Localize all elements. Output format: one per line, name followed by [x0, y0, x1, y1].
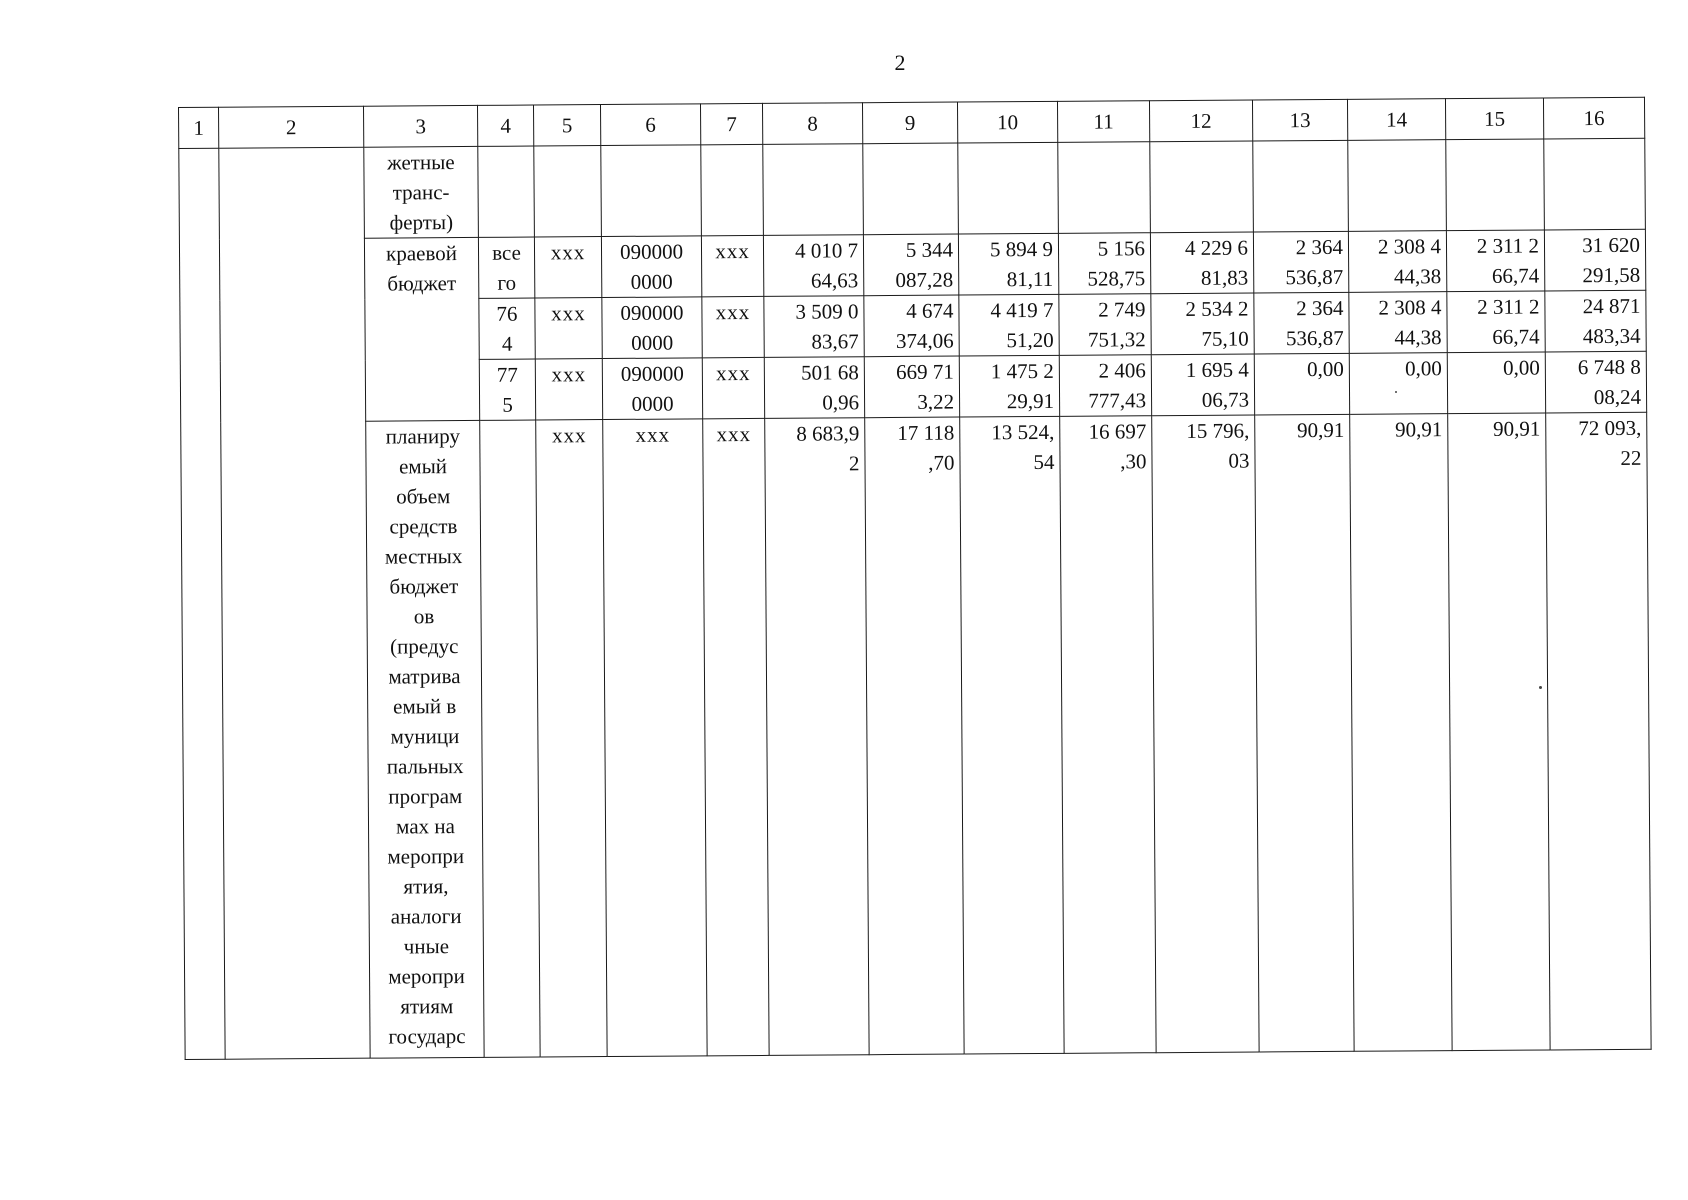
header-cell: 6 — [600, 104, 700, 146]
value-cell: 1 475 2 29,91 — [959, 355, 1059, 417]
header-cell: 4 — [477, 105, 533, 146]
code-cell: 76 4 — [479, 298, 535, 359]
budget-table — [178, 97, 1652, 1060]
value-cell: 5 156 528,75 — [1058, 233, 1150, 295]
header-cell: 14 — [1347, 99, 1445, 141]
value-cell: 4 010 7 64,63 — [763, 235, 863, 297]
table-row — [179, 229, 1645, 300]
table-row — [181, 412, 1651, 1059]
scan-speck — [1395, 391, 1397, 393]
empty-cell — [534, 146, 602, 237]
code-cell: ххх — [703, 418, 769, 1055]
header-cell: 3 — [363, 105, 477, 147]
code-cell: ххх — [603, 419, 707, 1057]
header-cell: 10 — [957, 101, 1057, 143]
header-cell: 16 — [1543, 97, 1644, 139]
empty-cell — [763, 144, 864, 236]
value-cell: 2 311 2 66,74 — [1447, 291, 1545, 353]
value-cell: 2 308 4 44,38 — [1349, 292, 1447, 354]
code-cell: ххх — [702, 357, 764, 418]
value-cell: 6 748 8 08,24 — [1545, 351, 1646, 413]
header-cell: 8 — [762, 103, 862, 145]
value-cell: 1 695 4 06,73 — [1151, 354, 1254, 416]
value-cell: 24 871 483,34 — [1545, 290, 1646, 352]
code-cell: 090000 0000 — [602, 358, 702, 420]
value-cell: 15 796, 03 — [1152, 415, 1259, 1053]
local-budget-label: планиру емый объем средств местных бюджет ов (предус матрива емый в муници пальных програм мах на меропри ятия, аналоги чные меропри ятиям государс — [366, 420, 484, 1058]
code-cell: 090000 0000 — [601, 236, 701, 298]
value-cell: 17 118 ,70 — [865, 417, 964, 1055]
header-cell: 13 — [1252, 99, 1347, 141]
header-cell: 7 — [700, 103, 762, 144]
empty-cell — [1544, 138, 1646, 230]
page-number: 2 — [894, 50, 906, 75]
value-cell: 13 524, 54 — [960, 416, 1064, 1054]
value-cell: 669 71 3,22 — [864, 356, 959, 418]
code-cell: ххх — [701, 235, 763, 296]
value-cell: 501 68 0,96 — [764, 357, 864, 419]
empty-cell — [701, 144, 764, 235]
value-cell: 3 509 0 83,67 — [764, 296, 864, 358]
value-cell: 4 419 7 51,20 — [959, 294, 1059, 356]
code-cell: ххх — [536, 420, 607, 1057]
code-cell: 77 5 — [479, 359, 535, 420]
header-cell: 11 — [1057, 101, 1149, 143]
header-cell: 9 — [862, 102, 957, 144]
header-cell: 5 — [533, 105, 600, 146]
value-cell: 16 697 ,30 — [1060, 416, 1156, 1054]
empty-cell — [478, 146, 535, 237]
empty-cell — [601, 145, 702, 237]
code-cell — [480, 420, 540, 1057]
scan-speck — [1539, 686, 1542, 689]
empty-cell — [1150, 141, 1254, 233]
code-cell: 090000 0000 — [602, 297, 702, 359]
value-cell: 2 364 536,87 — [1254, 292, 1349, 354]
table-row — [179, 138, 1646, 239]
code-cell: ххх — [702, 296, 764, 357]
value-cell: 5 344 087,28 — [863, 234, 958, 296]
code-cell: ххх — [535, 298, 602, 359]
header-cell: 1 — [179, 107, 219, 148]
value-cell: 2 364 536,87 — [1253, 231, 1348, 293]
header-cell: 12 — [1149, 100, 1252, 142]
value-cell: 2 749 751,32 — [1059, 294, 1151, 356]
header-cell: 15 — [1445, 98, 1543, 140]
value-cell: 2 311 2 66,74 — [1446, 230, 1544, 292]
empty-cell — [1446, 139, 1545, 231]
value-cell: 4 674 374,06 — [864, 295, 959, 357]
code-cell: ххх — [534, 237, 601, 298]
value-cell: 72 093, 22 — [1546, 412, 1651, 1050]
value-cell: 5 894 9 81,11 — [958, 233, 1058, 295]
value-cell: 8 683,9 2 — [765, 418, 869, 1056]
regional-budget-label: краевой бюджет — [364, 237, 479, 421]
value-cell: 2 406 777,43 — [1059, 355, 1151, 417]
value-cell: 2 308 4 44,38 — [1348, 231, 1446, 293]
col1-cell — [179, 148, 225, 1059]
empty-cell — [1253, 140, 1349, 232]
value-cell: 90,91 — [1255, 414, 1354, 1052]
value-cell: 90,91 — [1448, 413, 1550, 1051]
value-cell: 31 620 291,58 — [1544, 229, 1645, 291]
value-cell: 2 534 2 75,10 — [1151, 293, 1254, 355]
value-cell: 0,00 — [1447, 352, 1545, 414]
code-cell: все го — [478, 237, 534, 298]
value-cell: 0,00 — [1254, 353, 1349, 415]
empty-cell — [958, 142, 1059, 234]
value-cell: 0,00 — [1349, 353, 1447, 415]
header-cell: 2 — [219, 106, 364, 148]
empty-cell — [863, 143, 959, 235]
col2-cell — [219, 147, 370, 1059]
empty-cell — [1058, 142, 1151, 234]
value-cell: 90,91 — [1350, 414, 1452, 1052]
code-cell: ххх — [535, 359, 602, 420]
transfers-label: жетные транс- ферты) — [364, 146, 479, 238]
value-cell: 4 229 6 81,83 — [1150, 232, 1253, 294]
empty-cell — [1348, 140, 1447, 232]
